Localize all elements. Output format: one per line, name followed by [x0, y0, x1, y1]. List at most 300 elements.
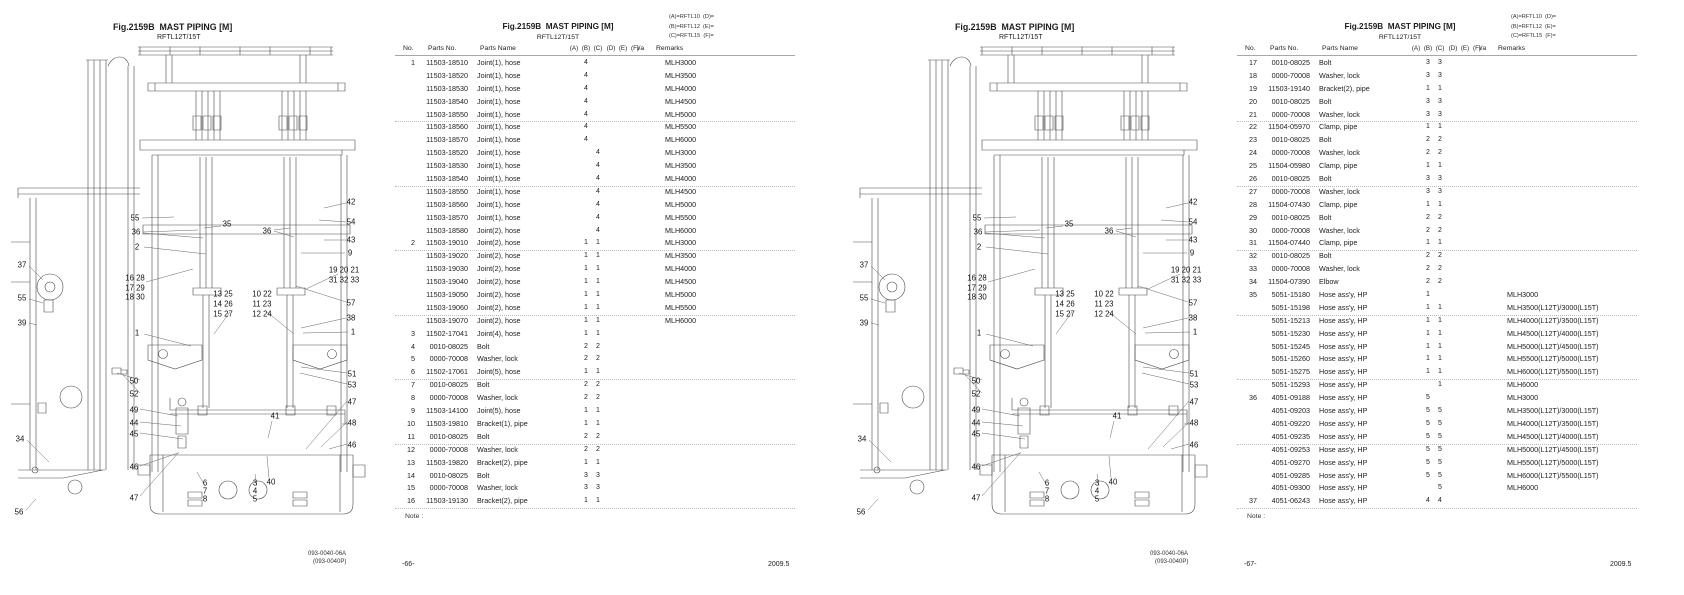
cell-parts-name: Joint(1), hose [477, 174, 521, 184]
cell-no: 20 [1249, 96, 1257, 106]
cell-no: 19 [1249, 83, 1257, 93]
cell-qty: 3 [1438, 71, 1442, 79]
table-row [373, 147, 818, 160]
cell-remarks: MLH3500(L12T)/3000(L15T) [1507, 302, 1599, 312]
cell-no: 33 [1249, 264, 1257, 274]
cell-qty: 4 [1438, 497, 1442, 505]
cell-qty: 2 [1426, 149, 1430, 157]
cell-qty: 1 [584, 239, 588, 247]
cell-parts-name: Bolt [1319, 135, 1332, 145]
cell-parts-no: 11503-19820 [426, 457, 468, 467]
cell-parts-name: Joint(2), hose [477, 315, 521, 325]
cell-parts-name: Joint(2), hose [477, 238, 521, 248]
part-callout: 45 [971, 429, 981, 439]
table-row [1215, 57, 1660, 70]
col-qty-variant: (E) [1460, 45, 1470, 52]
cell-parts-name: Hose ass'y, HP [1319, 354, 1368, 364]
cell-qty: 5 [1426, 407, 1430, 415]
cell-no: 14 [407, 470, 415, 480]
col-no: No. [1245, 45, 1256, 52]
col-qty-variant: (F) [631, 45, 639, 52]
cell-remarks: MLH4500(L12T)/4000(L15T) [1507, 431, 1599, 441]
cell-remarks: MLH3500 [665, 70, 697, 80]
col-qty-variant: (D) [606, 45, 616, 52]
cell-qty: 1 [596, 419, 600, 427]
table-row [373, 366, 818, 379]
cell-parts-no: 11503-19030 [426, 264, 468, 274]
table-row [1215, 212, 1660, 225]
cell-remarks: MLH4000 [665, 174, 697, 184]
table-title: Fig.2159B MAST PIPING [M] [502, 22, 614, 31]
cell-qty: 1 [596, 407, 600, 415]
cell-qty: 1 [1438, 200, 1442, 208]
part-callout: 4 [252, 486, 258, 496]
col-parts-name: Parts Name [1322, 45, 1358, 52]
col-no: No. [403, 45, 414, 52]
cell-qty: 1 [1426, 162, 1430, 170]
cell-qty: 3 [1426, 110, 1430, 118]
cell-remarks: MLH5500 [665, 302, 697, 312]
cell-parts-no: 11503-19060 [426, 302, 468, 312]
table-row [1215, 482, 1660, 495]
cell-qty: 5 [1438, 458, 1442, 466]
part-callout: 47 [347, 397, 357, 407]
cell-qty: 5 [1426, 419, 1430, 427]
table-row [373, 109, 818, 122]
cell-no: 18 [1249, 70, 1257, 80]
cell-parts-no: 0000-70008 [1271, 225, 1310, 235]
part-callout: 1 [1192, 327, 1198, 337]
cell-parts-no: 11503-14100 [426, 406, 468, 416]
part-callout: 42 [346, 197, 356, 207]
part-callout: 57 [346, 298, 356, 308]
callout-layer [0, 0, 380, 595]
cell-parts-no: 5051-15230 [1271, 328, 1310, 338]
table-row [1215, 70, 1660, 83]
doc-code: 093-0040-06A [308, 551, 347, 557]
cell-no: 5 [411, 354, 415, 364]
part-callout: 54 [346, 217, 356, 227]
table-row [373, 70, 818, 83]
part-callout: 1 [134, 328, 140, 338]
cell-parts-name: Clamp, pipe [1319, 161, 1358, 171]
table-row [373, 328, 818, 341]
cell-qty: 1 [1426, 342, 1430, 350]
table-row [1215, 109, 1660, 122]
cell-parts-name: Hose ass'y, HP [1319, 380, 1368, 390]
callout-layer [842, 0, 1222, 595]
cell-qty: 4 [584, 71, 588, 79]
cell-remarks: MLH6000 [665, 135, 697, 145]
cell-qty: 3 [1438, 175, 1442, 183]
col-qty-variant: (A) [569, 45, 579, 52]
cell-parts-name: Clamp, pipe [1319, 238, 1358, 248]
table-header-rule [1237, 55, 1637, 56]
part-callout: 37 [17, 260, 27, 270]
cell-remarks: MLH3000 [665, 148, 697, 158]
table-row [1215, 302, 1660, 315]
cell-no: 32 [1249, 251, 1257, 261]
cell-qty: 2 [1426, 252, 1430, 260]
cell-no: 6 [411, 367, 415, 377]
table-row [1215, 379, 1660, 392]
cell-parts-name: Joint(5), hose [477, 406, 521, 416]
cell-parts-no: 11504-05970 [1268, 122, 1310, 132]
cell-parts-name: Joint(4), hose [477, 328, 521, 338]
part-callout: 47 [971, 493, 981, 503]
part-callout: 49 [971, 405, 981, 415]
figure-model: RFTL12T/15T [157, 34, 201, 41]
revision-date: 2009.5 [1610, 561, 1632, 568]
part-callout: 12 24 [252, 309, 272, 319]
cell-qty: 1 [584, 458, 588, 466]
table-row [1215, 457, 1660, 470]
cell-no: 16 [407, 496, 415, 506]
figure-model: RFTL12T/15T [999, 34, 1043, 41]
cell-no: 29 [1249, 212, 1257, 222]
cell-parts-no: 4051-09253 [1271, 444, 1310, 454]
part-callout: 57 [1188, 298, 1198, 308]
cell-parts-no: 11503-19020 [426, 251, 468, 261]
legend-line: (A)=RFTL10 (D)= [669, 14, 715, 20]
cell-qty: 3 [1438, 97, 1442, 105]
cell-no: 9 [411, 406, 415, 416]
table-row [373, 457, 818, 470]
cell-qty: 4 [596, 162, 600, 170]
cell-parts-no: 11502-17041 [426, 328, 468, 338]
cell-remarks: MLH5000(L12T)/4500(L15T) [1507, 341, 1599, 351]
part-callout: 18 30 [125, 292, 145, 302]
cell-qty: 1 [596, 239, 600, 247]
col-parts-no: Parts No. [1270, 45, 1299, 52]
cell-parts-name: Joint(2), hose [477, 290, 521, 300]
cell-no: 27 [1249, 186, 1257, 196]
cell-qty: 1 [1426, 84, 1430, 92]
cell-qty: 1 [1438, 84, 1442, 92]
cell-parts-no: 5051-15293 [1271, 380, 1310, 390]
cell-parts-name: Joint(5), hose [477, 367, 521, 377]
catalog-page [842, 0, 1684, 595]
cell-parts-name: Bolt [1319, 96, 1332, 106]
part-callout: 48 [1189, 418, 1199, 428]
part-callout: 4 [1094, 486, 1100, 496]
cell-parts-no: 11503-18570 [426, 135, 468, 145]
cell-qty: 3 [596, 471, 600, 479]
part-callout: 39 [859, 318, 869, 328]
cell-parts-name: Joint(1), hose [477, 212, 521, 222]
part-callout: 46 [129, 462, 139, 472]
cell-qty: 3 [1426, 97, 1430, 105]
part-callout: 7 [202, 486, 208, 496]
part-callout: 39 [17, 318, 27, 328]
figure-title: Fig.2159B MAST PIPING [M] [955, 22, 1075, 32]
legend-line: (A)=RFTL10 (D)= [1511, 14, 1557, 20]
col-ia: i/a [1479, 45, 1487, 52]
part-callout: 44 [129, 418, 139, 428]
legend-line: (B)=RFTL12 (E)= [1511, 23, 1556, 30]
cell-remarks: MLH4500 [665, 96, 697, 106]
cell-parts-name: Hose ass'y, HP [1319, 457, 1368, 467]
cell-parts-no: 11503-18520 [426, 70, 468, 80]
table-row [1215, 470, 1660, 483]
col-qty-variant: (D) [1448, 45, 1458, 52]
cell-parts-no: 11504-07440 [1268, 238, 1310, 248]
cell-parts-no: 4051-09235 [1271, 431, 1310, 441]
part-callout: 7 [1044, 486, 1050, 496]
cell-parts-no: 11503-19130 [426, 496, 468, 506]
cell-parts-no: 11503-19040 [426, 277, 468, 287]
col-qty-variant: (E) [618, 45, 628, 52]
cell-parts-no: 0010-08025 [429, 431, 468, 441]
part-callout: 8 [202, 494, 208, 504]
table-row [1215, 263, 1660, 276]
table-row [1215, 495, 1660, 508]
cell-parts-name: Hose ass'y, HP [1319, 470, 1368, 480]
cell-parts-no: 11504-07430 [1268, 199, 1310, 209]
cell-qty: 1 [1438, 368, 1442, 376]
cell-no: 4 [411, 341, 415, 351]
cell-parts-name: Joint(2), hose [477, 264, 521, 274]
cell-parts-no: 0010-08025 [1271, 212, 1310, 222]
cell-parts-name: Joint(2), hose [477, 277, 521, 287]
cell-no: 2 [411, 238, 415, 248]
cell-qty: 1 [584, 265, 588, 273]
part-callout: 56 [856, 507, 866, 517]
cell-parts-no: 11503-18530 [426, 83, 468, 93]
part-callout: 46 [1189, 440, 1199, 450]
cell-parts-name: Hose ass'y, HP [1319, 302, 1368, 312]
cell-no: 36 [1249, 393, 1257, 403]
legend-line: (C)=RFTL15 (F)= [669, 33, 714, 39]
cell-no: 11 [407, 431, 415, 441]
table-row [1215, 341, 1660, 354]
part-callout: 2 [134, 242, 140, 252]
part-callout: 31 32 33 [328, 275, 360, 285]
table-row [373, 263, 818, 276]
cell-qty: 2 [596, 342, 600, 350]
part-callout: 38 [346, 313, 356, 323]
parts-table [373, 57, 818, 508]
table-row [373, 431, 818, 444]
cell-parts-name: Joint(1), hose [477, 199, 521, 209]
part-callout: 50 [971, 376, 981, 386]
table-row [373, 160, 818, 173]
part-callout: 49 [129, 405, 139, 415]
cell-parts-name: Bolt [1319, 174, 1332, 184]
table-row [373, 225, 818, 238]
table-row [1215, 225, 1660, 238]
table-title: Fig.2159B MAST PIPING [M] [1344, 22, 1456, 31]
cell-remarks: MLH6000(L12T)/5500(L15T) [1507, 470, 1599, 480]
cell-parts-name: Clamp, pipe [1319, 199, 1358, 209]
part-callout: 18 30 [967, 292, 987, 302]
col-qty-variant: (C) [1435, 45, 1445, 52]
cell-qty: 5 [1426, 471, 1430, 479]
col-parts-name: Parts Name [480, 45, 516, 52]
cell-qty: 4 [596, 200, 600, 208]
cell-no: 26 [1249, 174, 1257, 184]
cell-parts-name: Bracket(2), pipe [477, 496, 528, 506]
part-callout: 5 [252, 494, 258, 504]
cell-parts-no: 0000-70008 [1271, 70, 1310, 80]
table-row [373, 405, 818, 418]
cell-qty: 2 [1438, 265, 1442, 273]
table-row [373, 57, 818, 70]
cell-remarks: MLH4000(L12T)/3500(L15T) [1507, 315, 1599, 325]
cell-parts-no: 11503-18580 [426, 225, 468, 235]
table-row [373, 237, 818, 250]
cell-parts-name: Joint(2), hose [477, 302, 521, 312]
table-row [1215, 96, 1660, 109]
cell-parts-name: Joint(2), hose [477, 225, 521, 235]
cell-qty: 3 [1426, 59, 1430, 66]
cell-qty: 1 [596, 278, 600, 286]
cell-parts-name: Washer, lock [1319, 225, 1360, 235]
cell-parts-no: 11503-18560 [426, 122, 468, 132]
cell-parts-no: 4051-09220 [1271, 418, 1310, 428]
cell-parts-no: 5051-15180 [1271, 290, 1310, 300]
part-callout: 35 [222, 219, 232, 229]
table-row [1215, 392, 1660, 405]
cell-qty: 4 [596, 187, 600, 195]
cell-qty: 5 [1438, 445, 1442, 453]
cell-remarks: MLH4500(L12T)/4000(L15T) [1507, 328, 1599, 338]
part-callout: 52 [129, 389, 139, 399]
part-callout: 2 [976, 242, 982, 252]
cell-parts-name: Joint(1), hose [477, 135, 521, 145]
part-callout: 8 [1044, 494, 1050, 504]
note-label: Note : [405, 513, 424, 520]
cell-qty: 1 [584, 407, 588, 415]
cell-qty: 2 [1426, 278, 1430, 286]
table-row [1215, 289, 1660, 302]
cell-qty: 1 [584, 329, 588, 337]
part-callout: 51 [347, 369, 357, 379]
cell-parts-name: Hose ass'y, HP [1319, 496, 1368, 506]
cell-parts-name: Hose ass'y, HP [1319, 328, 1368, 338]
part-callout: 51 [1189, 369, 1199, 379]
col-parts-no: Parts No. [428, 45, 457, 52]
table-row [1215, 121, 1660, 134]
cell-parts-no: 11504-07390 [1268, 277, 1310, 287]
cell-qty: 1 [1438, 329, 1442, 337]
cell-parts-no: 0010-08025 [1271, 174, 1310, 184]
part-callout: 11 23 [252, 299, 272, 309]
cell-no: 34 [1249, 277, 1257, 287]
figure-title: Fig.2159B MAST PIPING [M] [113, 22, 233, 32]
cell-no: 21 [1249, 109, 1257, 119]
part-callout: 12 24 [1094, 309, 1114, 319]
table-header-rule [395, 55, 795, 56]
table-row [373, 315, 818, 328]
cell-parts-name: Hose ass'y, HP [1319, 483, 1368, 493]
cell-qty: 1 [1438, 355, 1442, 363]
part-callout: 43 [1188, 235, 1198, 245]
cell-parts-no: 11503-18570 [426, 212, 468, 222]
cell-remarks: MLH5500 [665, 122, 697, 132]
part-callout: 50 [129, 376, 139, 386]
cell-qty: 1 [584, 419, 588, 427]
table-model: RFTL12T/15T [1378, 34, 1422, 41]
cell-remarks: MLH4500 [665, 186, 697, 196]
cell-parts-name: Bolt [477, 380, 490, 390]
table-row [373, 302, 818, 315]
cell-qty: 2 [1438, 278, 1442, 286]
cell-qty: 1 [1426, 291, 1430, 299]
part-callout: 31 32 33 [1170, 275, 1202, 285]
cell-parts-no: 0000-70008 [429, 354, 468, 364]
cell-parts-no: 11502-17061 [426, 367, 468, 377]
page-number: -66- [402, 561, 415, 568]
table-row [373, 276, 818, 289]
cell-parts-no: 0010-08025 [1271, 135, 1310, 145]
legend-line: (B)=RFTL12 (E)= [669, 23, 714, 30]
cell-qty: 5 [1438, 484, 1442, 492]
cell-remarks: MLH5500(L12T)/5000(L15T) [1507, 457, 1599, 467]
cell-qty: 4 [584, 84, 588, 92]
cell-qty: 1 [584, 278, 588, 286]
cell-remarks: MLH4000 [665, 264, 697, 274]
cell-qty: 1 [596, 316, 600, 324]
table-row [373, 495, 818, 508]
cell-no: 17 [1249, 58, 1257, 67]
cell-parts-name: Washer, lock [1319, 186, 1360, 196]
cell-qty: 1 [584, 291, 588, 299]
col-ia: i/a [637, 45, 645, 52]
cell-parts-no: 5051-15198 [1271, 302, 1310, 312]
part-callout: 47 [1189, 397, 1199, 407]
col-qty-variant: (B) [1423, 45, 1433, 52]
cell-parts-no: 11503-18510 [426, 58, 468, 67]
cell-parts-name: Washer, lock [1319, 70, 1360, 80]
cell-qty: 3 [584, 471, 588, 479]
cell-parts-no: 11503-19070 [426, 315, 468, 325]
doc-code-alt: (093-0040P) [313, 559, 347, 565]
variant-legend [1511, 13, 1556, 42]
cell-parts-no: 4051-06243 [1271, 496, 1310, 506]
cell-parts-no: 0000-70008 [1271, 186, 1310, 196]
cell-parts-name: Bolt [1319, 212, 1332, 222]
col-qty-variant: (A) [1411, 45, 1421, 52]
part-callout: 14 26 [1055, 299, 1075, 309]
part-callout: 46 [347, 440, 357, 450]
cell-parts-no: 4051-09188 [1271, 393, 1310, 403]
table-row [373, 482, 818, 495]
table-row [1215, 431, 1660, 444]
part-callout: 9 [347, 248, 353, 258]
cell-parts-name: Joint(1), hose [477, 186, 521, 196]
cell-no: 37 [1249, 496, 1257, 506]
cell-parts-name: Bolt [1319, 251, 1332, 261]
cell-qty: 1 [1426, 200, 1430, 208]
cell-no: 3 [411, 328, 415, 338]
cell-no: 30 [1249, 225, 1257, 235]
cell-remarks: MLH5500(L12T)/5000(L15T) [1507, 354, 1599, 364]
cell-remarks: MLH5000 [665, 199, 697, 209]
cell-parts-no: 4051-09285 [1271, 470, 1310, 480]
cell-parts-name: Washer, lock [477, 393, 518, 403]
cell-parts-name: Washer, lock [1319, 264, 1360, 274]
part-callout: 19 20 21 [1170, 265, 1202, 275]
table-row [1215, 134, 1660, 147]
cell-parts-name: Hose ass'y, HP [1319, 418, 1368, 428]
part-callout: 14 26 [213, 299, 233, 309]
cell-qty: 1 [1426, 368, 1430, 376]
note-label: Note : [1247, 513, 1266, 520]
cell-no: 31 [1249, 238, 1257, 248]
table-row [373, 173, 818, 186]
cell-parts-no: 4051-09270 [1271, 457, 1310, 467]
